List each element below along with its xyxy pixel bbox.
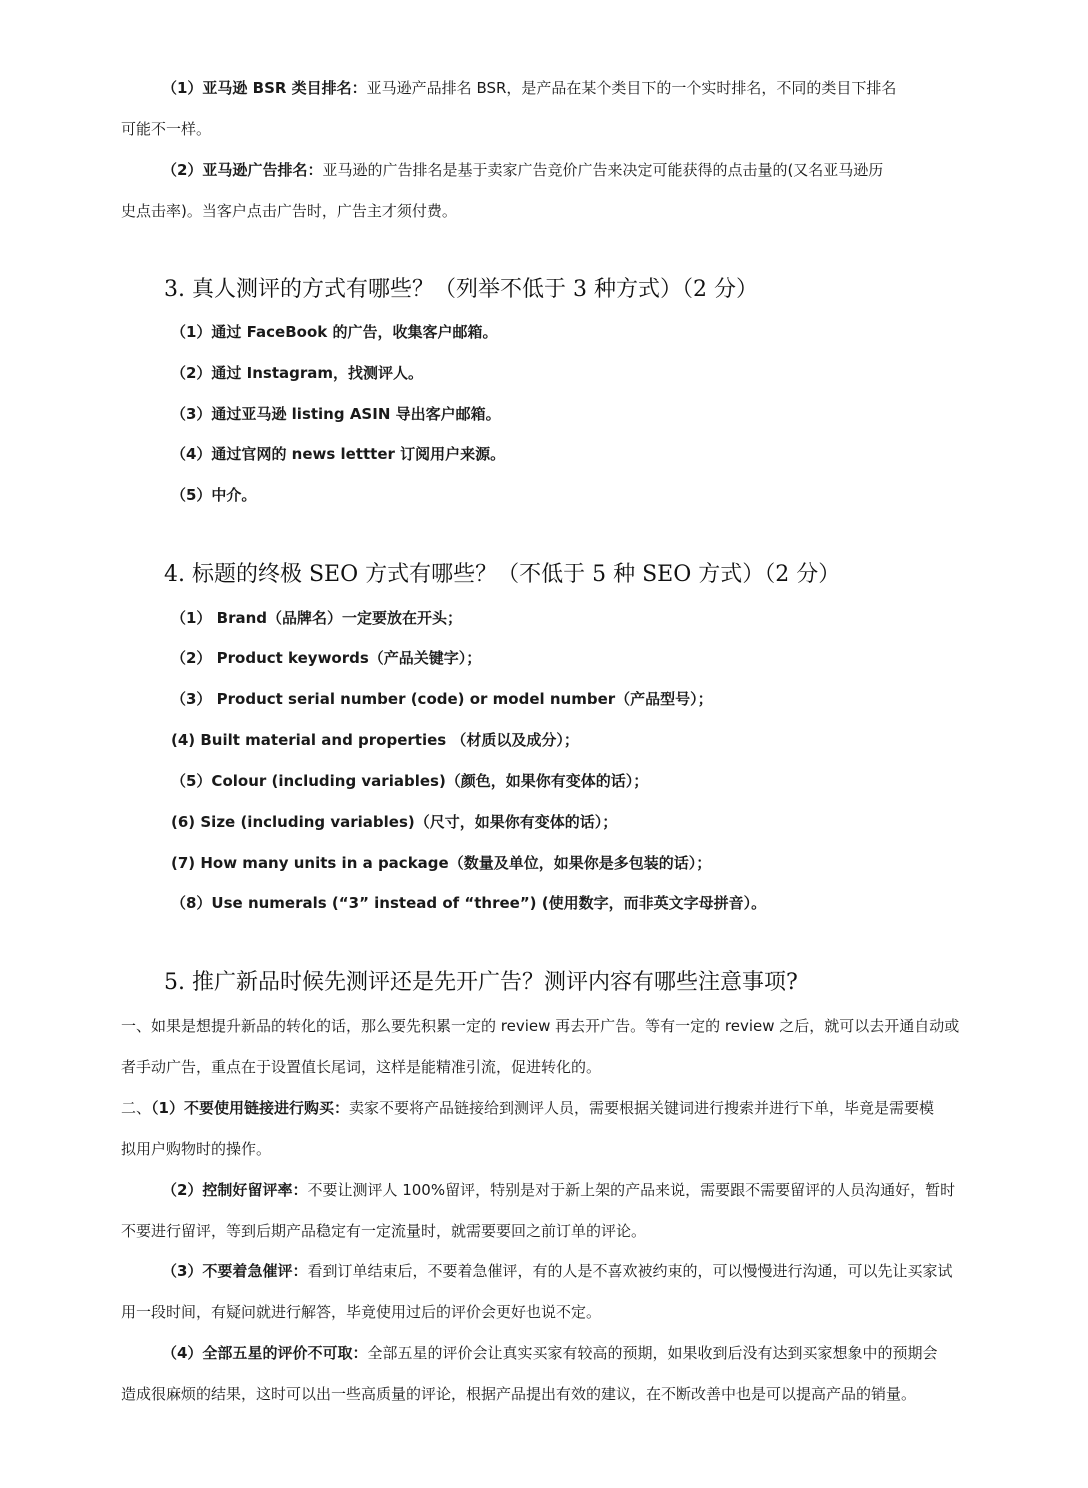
q5-p3-line-1	[0, 1179, 1088, 1201]
q3-item-5: （5）中介。	[171, 486, 257, 504]
bsr-paragraph-line-2: 可能不一样。	[121, 120, 212, 138]
q5-p5-lead: （4）全部五星的评价不可取：	[162, 1344, 368, 1362]
q5-p4-line-1	[0, 1260, 1088, 1282]
q5-p3-line-2: 不要进行留评，等到后期产品稳定有一定流量时，就需要要回之前订单的评论。	[121, 1222, 647, 1240]
bsr-text: 亚马逊产品排名 BSR，是产品在某个类目下的一个实时排名，不同的类目下排名	[366, 79, 897, 97]
bsr-lead: （1）亚马逊 BSR 类目排名：	[162, 79, 367, 97]
ad-rank-lead: （2）亚马逊广告排名：	[162, 161, 323, 179]
q5-p2-lead: （1）不要使用链接进行购买：	[151, 1099, 349, 1117]
q3-item-1: （1）通过 FaceBook 的广告，收集客户邮箱。	[171, 323, 498, 341]
q4-item-1: （1） Brand（品牌名）一定要放在开头；	[171, 609, 463, 627]
question-4-heading: 4. 标题的终极 SEO 方式有哪些？（不低于 5 种 SEO 方式）（2 分）	[164, 562, 841, 587]
q5-p3-text: 不要让测评人 100%留评，特别是对于新上架的产品来说，需要跟不需要留评的人员沟通好，暂时	[307, 1181, 956, 1199]
q5-p5-text: 全部五星的评价会让真实买家有较高的预期，如果收到后没有达到买家想象中的预期会	[367, 1344, 938, 1362]
q4-item-2: （2） Product keywords（产品关键字）；	[171, 649, 482, 667]
ad-rank-paragraph-line-2: 史点击率)。当客户点击广告时，广告主才须付费。	[121, 202, 457, 220]
question-5-heading: 5. 推广新品时候先测评还是先开广告？测评内容有哪些注意事项?	[164, 970, 798, 995]
bsr-paragraph-line-1	[0, 77, 1088, 99]
q5-p2-line-1	[0, 1097, 1088, 1119]
q5-p1-line-2: 者手动广告，重点在于设置值长尾词，这样是能精准引流，促进转化的。	[121, 1058, 602, 1076]
q4-item-5: （5）Colour (including variables)（颜色，如果你有变体的话）；	[171, 772, 649, 790]
q5-p1-line-1: 一、如果是想提升新品的转化的话，那么要先积累一定的 review 再去开广告。等有一定的 review 之后，就可以去开通自动或	[121, 1017, 960, 1035]
q5-p5-line-1	[0, 1342, 1088, 1364]
ad-rank-paragraph-line-1	[0, 159, 1088, 181]
q3-item-3: （3）通过亚马逊 listing ASIN 导出客户邮箱。	[171, 405, 501, 423]
q4-item-6: (6) Size (including variables)（尺寸，如果你有变体的话）；	[171, 813, 618, 831]
question-3-heading: 3. 真人测评的方式有哪些？（列举不低于 3 种方式）（2 分）	[164, 277, 758, 302]
q4-item-4: (4) Built material and properties （材质以及成分）；	[171, 731, 579, 749]
q5-p2-text: 卖家不要将产品链接给到测评人员，需要根据关键词进行搜索并进行下单，毕竟是需要模	[348, 1099, 934, 1117]
q4-item-3: （3） Product serial number (code) or model number（产品型号）；	[171, 690, 713, 708]
q4-item-7: (7) How many units in a package（数量及单位，如果你是多包装的话）；	[171, 854, 712, 872]
q5-p5-line-2: 造成很麻烦的结果，这时可以出一些高质量的评论，根据产品提出有效的建议，在不断改善中也是可以提高产品的销量。	[121, 1385, 917, 1403]
q5-p2-line-2: 拟用户购物时的操作。	[121, 1140, 272, 1158]
q5-p4-text: 看到订单结束后，不要着急催评，有的人是不喜欢被约束的，可以慢慢进行沟通，可以先让买家试	[307, 1262, 953, 1280]
q3-item-4: （4）通过官网的 news lettter 订阅用户来源。	[171, 445, 506, 463]
q4-item-8: （8）Use numerals (“3” instead of “three”) (使用数字，而非英文字母拼音）。	[171, 894, 767, 912]
q5-p4-line-2: 用一段时间，有疑问就进行解答，毕竟使用过后的评价会更好也说不定。	[121, 1303, 602, 1321]
q3-item-2: （2）通过 Instagram，找测评人。	[171, 364, 424, 382]
q5-p3-lead: （2）控制好留评率：	[162, 1181, 308, 1199]
ad-rank-text: 亚马逊的广告排名是基于卖家广告竞价广告来决定可能获得的点击量的(又名亚马逊历	[322, 161, 884, 179]
q5-p2-prefix: 二、	[121, 1099, 152, 1117]
q5-p4-lead: （3）不要着急催评：	[162, 1262, 308, 1280]
